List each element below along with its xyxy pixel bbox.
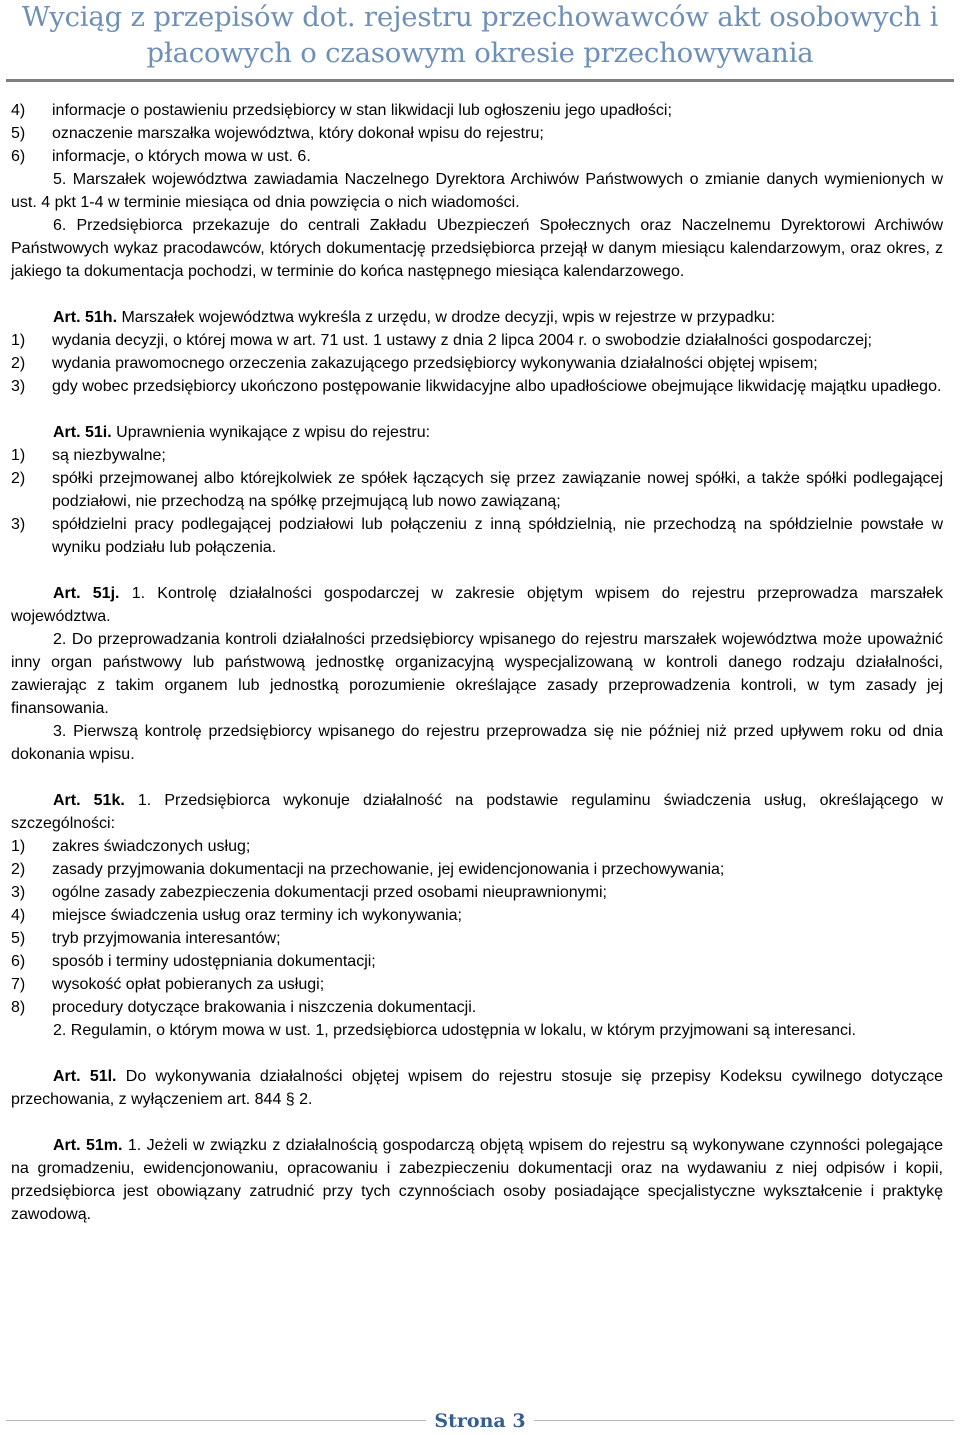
item-text: ogólne zasady zabezpieczenia dokumentacji przed osobami nieuprawnionymi; <box>52 884 607 901</box>
paragraph-ust-3: 3. Pierwszą kontrolę przedsiębiorcy wpisanego do rejestru przeprowadza się nie później niż przed upływem roku od dnia dokonania wpisu. <box>11 723 943 763</box>
item-text: wysokość opłat pobieranych za usługi; <box>52 976 325 993</box>
article-text: Do wykonywania działalności objętej wpisem do rejestru stosuje się przepisy Kodeksu cywilnego dotyczące przechowania, z wyłączeniem art. 844 § 2. <box>11 1068 943 1108</box>
article-label: Art. 51h. <box>53 309 118 326</box>
article-text: 1. Przedsiębiorca wykonuje działalność na podstawie regulaminu świadczenia usług, określającego w szczególności: <box>11 792 944 832</box>
list-item <box>11 145 943 168</box>
list-item <box>11 927 943 950</box>
article-label: Art. 51j. <box>53 585 120 602</box>
article-label: Art. 51l. <box>53 1068 117 1085</box>
list-item <box>11 444 943 467</box>
item-text: oznaczenie marszałka województwa, który dokonał wpisu do rejestru; <box>52 125 544 142</box>
item-number: 6) <box>11 148 26 165</box>
page-footer <box>0 1408 960 1435</box>
paragraph-ust-2: 2. Regulamin, o którym mowa w ust. 1, przedsiębiorca udostępnia w lokalu, w którym przyjmowani są interesanci. <box>53 1022 856 1039</box>
item-number: 4) <box>11 907 26 924</box>
item-number: 6) <box>11 953 26 970</box>
item-number: 5) <box>11 930 26 947</box>
document-title-line-2: płacowych o czasowym okresie przechowywania <box>146 37 814 69</box>
item-number: 1) <box>11 447 26 464</box>
item-text: zakres świadczonych usług; <box>52 838 251 855</box>
list-item <box>11 513 943 559</box>
article-label: Art. 51m. <box>53 1137 123 1154</box>
list-item <box>11 99 943 122</box>
item-number: 4) <box>11 102 26 119</box>
list-item <box>11 375 943 398</box>
article-51h <box>11 306 943 329</box>
article-51k <box>11 789 943 835</box>
item-number: 1) <box>11 332 26 349</box>
item-number: 3) <box>11 378 26 395</box>
article-text: Uprawnienia wynikające z wpisu do rejestru: <box>111 424 431 441</box>
article-51m <box>11 1134 943 1226</box>
item-number: 2) <box>11 861 26 878</box>
item-number: 5) <box>11 125 26 142</box>
item-number: 2) <box>11 470 26 487</box>
item-number: 1) <box>11 838 26 855</box>
item-number: 3) <box>11 884 26 901</box>
list-item <box>11 881 943 904</box>
paragraph-ust-2: 2. Do przeprowadzania kontroli działalności przedsiębiorcy wpisanego do rejestru marszałek województwa może upoważnić inny organ państwowy lub państwową jednostkę organizacyjną wyspecjalizowaną w kontroli danego rodzaju działalności, zawierając z takim organem lub jednostką porozumienie określające zasady przeprowadzenia kontroli, w tym zasady jej finansowania. <box>11 631 943 717</box>
item-text: informacje o postawieniu przedsiębiorcy w stan likwidacji lub ogłoszeniu jego upadłości; <box>52 102 672 119</box>
list-item <box>11 858 943 881</box>
article-label: Art. 51k. <box>53 792 125 809</box>
item-number: 2) <box>11 355 26 372</box>
item-text: informacje, o których mowa w ust. 6. <box>52 148 311 165</box>
list-item <box>11 835 943 858</box>
item-number: 8) <box>11 999 26 1016</box>
list-item <box>11 973 943 996</box>
list-item <box>11 904 943 927</box>
article-51j <box>11 582 943 628</box>
item-number: 7) <box>11 976 26 993</box>
item-text: spółki przejmowanej albo którejkolwiek ze spółek łączących się przez zawiązanie nowej spółki, a także spółki podlegającej podziałowi, nie przechodzą na spółkę przejmującą lub nowo zawiązaną; <box>52 470 943 510</box>
article-label: Art. 51i. <box>53 424 112 441</box>
list-item <box>11 467 943 513</box>
item-text: miejsce świadczenia usług oraz terminy ich wykonywania; <box>52 907 462 924</box>
item-text: sposób i terminy udostępniania dokumentacji; <box>52 953 376 970</box>
paragraph-ust-6: 6. Przedsiębiorca przekazuje do centrali Zakładu Ubezpieczeń Społecznych oraz Naczelnemu Dyrektorowi Archiwów Państwowych wykaz pracodawców, których dokumentację przedsiębiorca przejął w danym miesiącu kalendarzowym, oraz okres, z jakiego ta dokumentacja pochodzi, w terminie do końca następnego miesiąca kalendarzowego. <box>11 217 943 280</box>
item-text: gdy wobec przedsiębiorcy ukończono postępowanie likwidacyjne albo upadłościowe obejmujące likwidację majątku upadłego. <box>52 378 942 395</box>
article-text: 1. Jeżeli w związku z działalnością gospodarczą objętą wpisem do rejestru są wykonywane czynności polegające na gromadzeniu, ewidencjonowaniu, opracowaniu i zabezpieczeniu dokumentacji oraz na wydawaniu z niej odpisów i kopii, przedsiębiorca jest obowiązany zatrudnić przy tych czynnościach osoby posiadające specjalistyczne wykształcenie i praktykę zawodową. <box>11 1137 944 1223</box>
document-title-line-1: Wyciąg z przepisów dot. rejestru przechowawców akt osobowych i <box>21 1 939 33</box>
item-text: wydania decyzji, o której mowa w art. 71 ust. 1 ustawy z dnia 2 lipca 2004 r. o swobodzie działalności gospodarczej; <box>52 332 872 349</box>
list-item <box>11 950 943 973</box>
list-item <box>11 329 943 352</box>
header-divider <box>6 79 954 82</box>
list-item <box>11 122 943 145</box>
list-item <box>11 352 943 375</box>
item-text: są niezbywalne; <box>52 447 166 464</box>
article-text: 1. Kontrolę działalności gospodarczej w zakresie objętym wpisem do rejestru przeprowadza marszałek województwa. <box>11 585 944 625</box>
item-text: zasady przyjmowania dokumentacji na przechowanie, jej ewidencjonowania i przechowywania; <box>52 861 725 878</box>
item-text: tryb przyjmowania interesantów; <box>52 930 281 947</box>
item-text: procedury dotyczące brakowania i niszczenia dokumentacji. <box>52 999 477 1016</box>
article-text: Marszałek województwa wykreśla z urzędu, w drodze decyzji, wpis w rejestrze w przypadku: <box>117 309 776 326</box>
item-text: spółdzielni pracy podlegającej podziałowi lub połączeniu z inną spółdzielnią, nie przechodzą na spółdzielnie powstałe w wyniku podziału lub połączenia. <box>52 516 943 556</box>
item-number: 3) <box>11 516 26 533</box>
paragraph-ust-5: 5. Marszałek województwa zawiadamia Naczelnego Dyrektora Archiwów Państwowych o zmianie danych wymienionych w ust. 4 pkt 1-4 w terminie miesiąca od dnia powzięcia o nich wiadomości. <box>11 171 943 211</box>
item-text: wydania prawomocnego orzeczenia zakazującego przedsiębiorcy wykonywania działalności objętej wpisem; <box>52 355 818 372</box>
page-header <box>0 0 960 74</box>
article-51i <box>11 421 943 444</box>
article-51l <box>11 1065 943 1111</box>
page-number: Strona 3 <box>426 1408 534 1435</box>
page-content <box>11 99 943 1226</box>
list-item <box>11 996 943 1019</box>
